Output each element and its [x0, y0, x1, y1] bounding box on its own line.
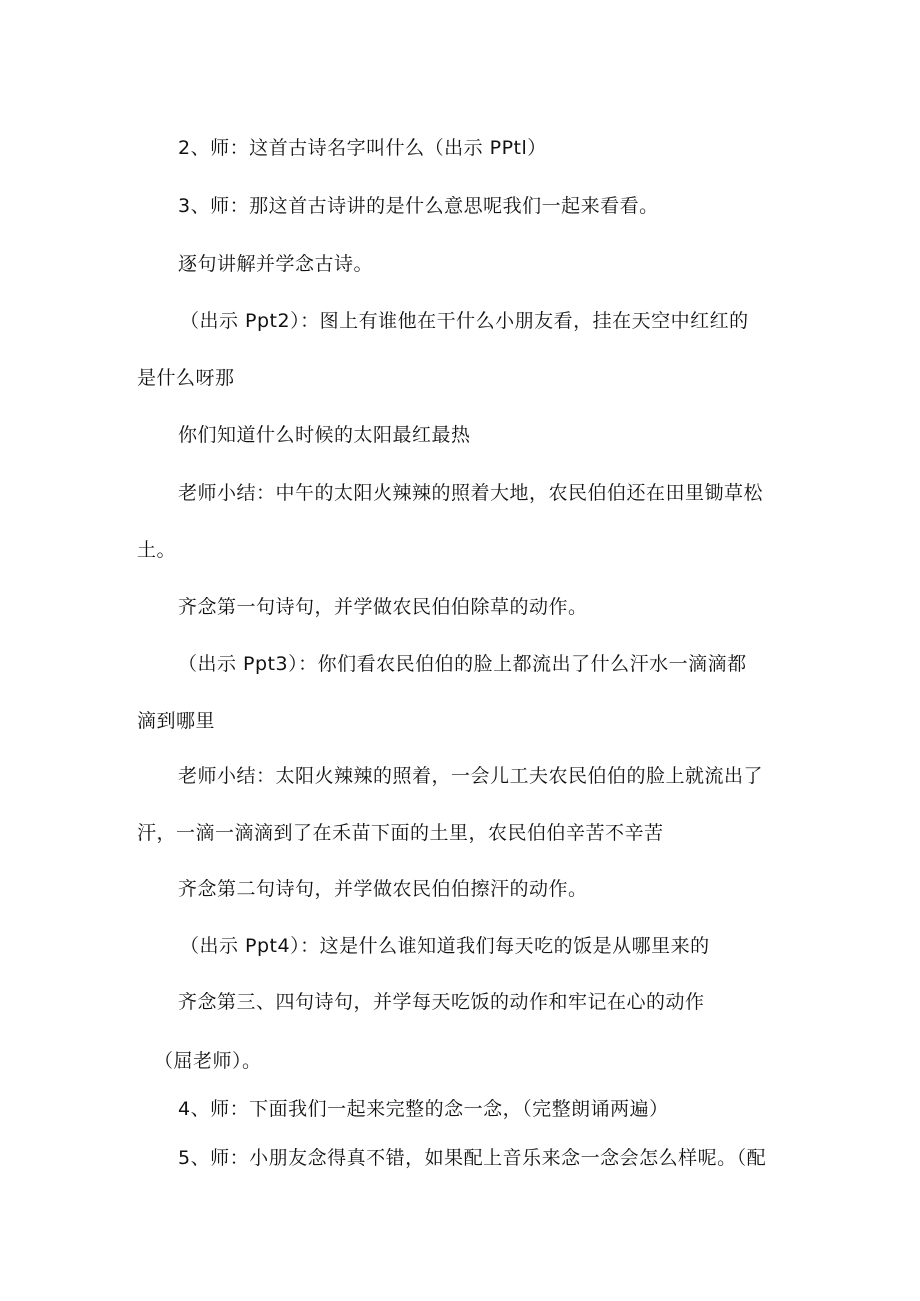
text-line: 2、师：这首古诗名字叫什么（出示 PPtl） — [178, 137, 547, 159]
text-line: （出示 Ppt3）：你们看农民伯伯的脸上都流出了什么汗水一滴滴都 — [178, 653, 747, 675]
text-line: 齐念第三、四句诗句，并学每天吃饭的动作和牢记在心的动作 — [178, 991, 705, 1013]
text-line: 4、师：下面我们一起来完整的念一念，（完整朗诵两遍） — [178, 1098, 669, 1120]
text-line: 老师小结：太阳火辣辣的照着，一会儿工夫农民伯伯的脸上就流出了 — [178, 765, 764, 787]
text-line: 汗，一滴一滴滴到了在禾苗下面的土里，农民伯伯辛苦不辛苦 — [137, 822, 664, 844]
text-line: 5、师：小朋友念得真不错，如果配上音乐来念一念会怎么样呢。（配 — [178, 1147, 767, 1169]
text-line: （出示 Ppt2）：图上有谁他在干什么小朋友看，挂在天空中红红的 — [180, 310, 749, 332]
text-line: （屈老师）。 — [154, 1050, 262, 1072]
text-line: 逐句讲解并学念古诗。 — [178, 253, 374, 275]
text-line: 齐念第一句诗句，并学做农民伯伯除草的动作。 — [178, 596, 588, 618]
text-line: 是什么呀那 — [137, 367, 235, 389]
text-line: 你们知道什么时候的太阳最红最热 — [178, 424, 471, 446]
text-line: 土。 — [137, 539, 177, 561]
text-line: （出示 Ppt4）：这是什么谁知道我们每天吃的饭是从哪里来的 — [180, 935, 710, 957]
text-line: 老师小结：中午的太阳火辣辣的照着大地，农民伯伯还在田里锄草松 — [178, 482, 764, 504]
text-line: 3、师：那这首古诗讲的是什么意思呢我们一起来看看。 — [178, 195, 659, 217]
text-line: 齐念第二句诗句，并学做农民伯伯擦汗的动作。 — [178, 878, 588, 900]
text-line: 滴到哪里 — [137, 710, 216, 732]
